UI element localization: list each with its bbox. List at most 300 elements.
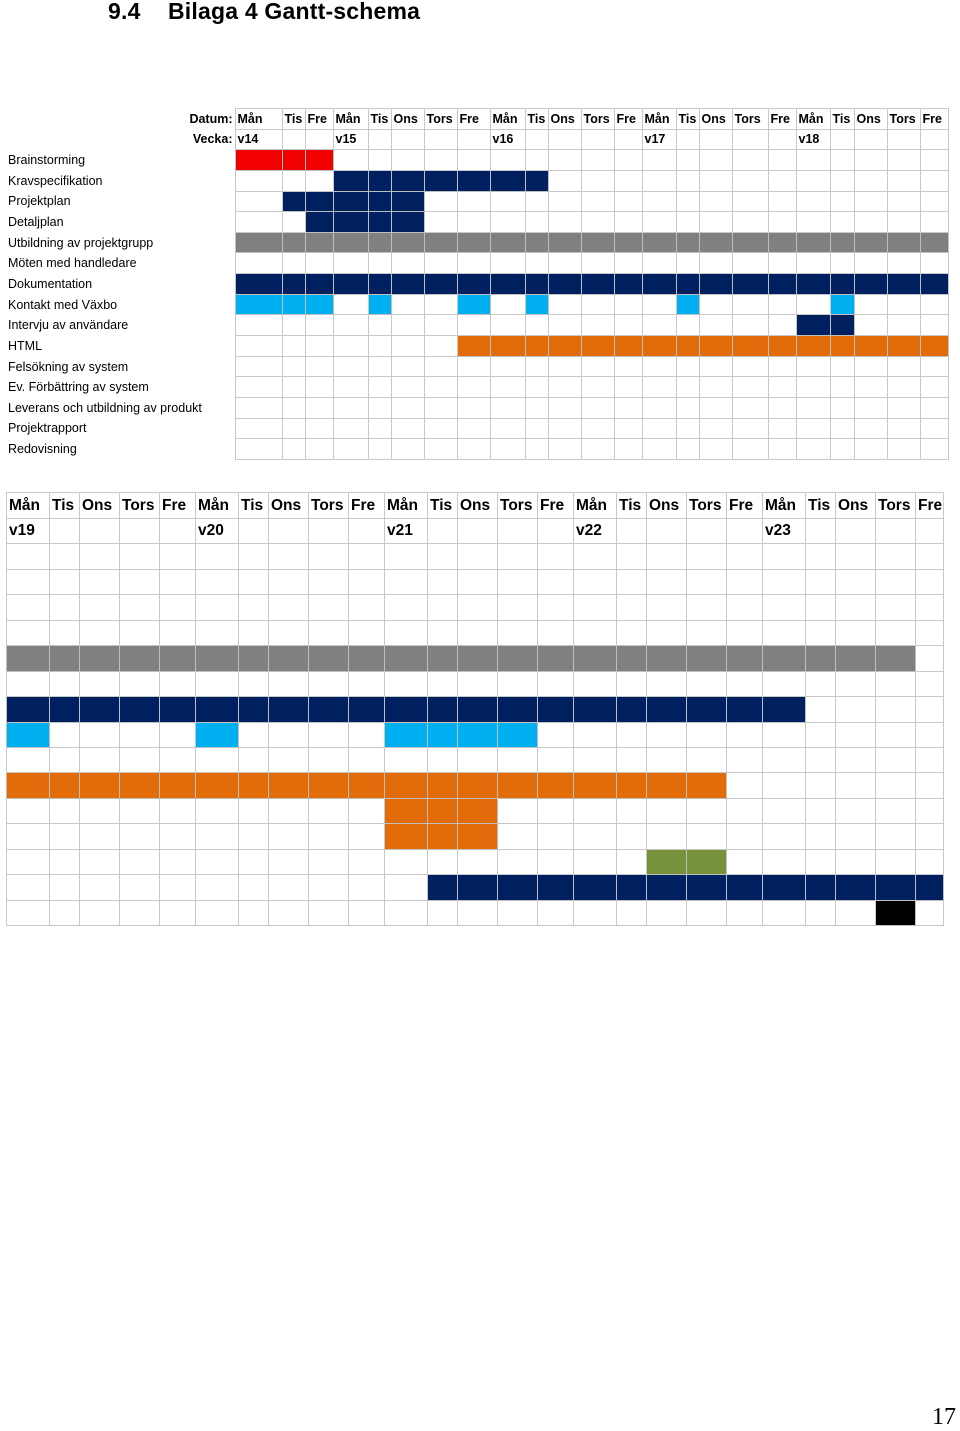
gantt-cell bbox=[424, 191, 457, 212]
gantt-cell bbox=[581, 212, 614, 233]
gantt-cell bbox=[368, 253, 391, 274]
gantt-cell bbox=[699, 170, 732, 191]
gantt-cell bbox=[490, 191, 525, 212]
gantt-cell bbox=[796, 377, 830, 398]
gantt-bar-cell bbox=[235, 150, 282, 171]
gantt-cell bbox=[525, 418, 548, 439]
gantt-bar-cell bbox=[614, 336, 642, 357]
gantt-cell bbox=[309, 722, 349, 747]
gantt-bar-cell bbox=[614, 232, 642, 253]
gantt-cell bbox=[269, 620, 309, 645]
gantt-cell bbox=[727, 747, 763, 772]
gantt-cell bbox=[391, 336, 424, 357]
gantt-bar-cell bbox=[424, 170, 457, 191]
gantt-bar-cell bbox=[574, 875, 617, 900]
week-label: v18 bbox=[796, 129, 830, 150]
day-header: Tis bbox=[428, 493, 458, 519]
gantt-cell bbox=[854, 418, 887, 439]
gantt-bar-cell bbox=[305, 150, 333, 171]
gantt-cell bbox=[836, 773, 876, 798]
gantt-cell bbox=[282, 439, 305, 460]
gantt-cell bbox=[160, 798, 196, 823]
gantt-cell bbox=[282, 170, 305, 191]
gantt-cell bbox=[548, 150, 581, 171]
task-name: Möten med handledare bbox=[8, 256, 137, 271]
task-row bbox=[7, 875, 944, 900]
gantt-cell bbox=[647, 722, 687, 747]
gantt-cell bbox=[385, 595, 428, 620]
gantt-cell bbox=[385, 747, 428, 772]
gantt-cell bbox=[574, 722, 617, 747]
gantt-cell bbox=[305, 170, 333, 191]
gantt-cell bbox=[235, 253, 282, 274]
week-cell bbox=[617, 519, 647, 544]
gantt-cell bbox=[647, 798, 687, 823]
gantt-cell bbox=[385, 671, 428, 696]
gantt-cell bbox=[235, 439, 282, 460]
gantt-cell bbox=[836, 747, 876, 772]
gantt-bar-cell bbox=[349, 646, 385, 671]
gantt-cell bbox=[391, 377, 424, 398]
gantt-cell bbox=[642, 294, 676, 315]
week-cell bbox=[457, 129, 490, 150]
gantt-cell bbox=[160, 620, 196, 645]
gantt-cell bbox=[676, 397, 699, 418]
gantt-cell bbox=[836, 595, 876, 620]
gantt-cell bbox=[235, 170, 282, 191]
day-header: Ons bbox=[548, 109, 581, 130]
gantt-cell bbox=[424, 377, 457, 398]
gantt-cell bbox=[647, 747, 687, 772]
task-row bbox=[6, 356, 948, 377]
gantt-cell bbox=[768, 377, 796, 398]
gantt-cell bbox=[50, 849, 80, 874]
gantt-cell bbox=[269, 900, 309, 925]
gantt-bar-cell bbox=[647, 875, 687, 900]
gantt-cell bbox=[269, 569, 309, 594]
gantt-cell bbox=[424, 315, 457, 336]
week-cell bbox=[727, 519, 763, 544]
day-header: Tis bbox=[617, 493, 647, 519]
gantt-cell bbox=[768, 439, 796, 460]
gantt-cell bbox=[309, 620, 349, 645]
gantt-cell bbox=[763, 849, 806, 874]
gantt-cell bbox=[830, 397, 854, 418]
gantt-cell bbox=[617, 544, 647, 569]
gantt-cell bbox=[830, 377, 854, 398]
gantt-cell bbox=[796, 150, 830, 171]
gantt-cell bbox=[385, 849, 428, 874]
week-cell bbox=[368, 129, 391, 150]
gantt-cell bbox=[887, 212, 920, 233]
gantt-cell bbox=[574, 671, 617, 696]
task-row bbox=[6, 212, 948, 233]
gantt-cell bbox=[699, 418, 732, 439]
gantt-cell bbox=[836, 544, 876, 569]
gantt-bar-cell bbox=[538, 697, 574, 722]
gantt-bar-cell bbox=[490, 232, 525, 253]
gantt-cell bbox=[617, 900, 647, 925]
gantt-bar-cell bbox=[727, 646, 763, 671]
gantt-cell bbox=[887, 356, 920, 377]
gantt-cell bbox=[458, 620, 498, 645]
gantt-cell bbox=[647, 569, 687, 594]
gantt-bar-cell bbox=[796, 274, 830, 295]
gantt-cell bbox=[349, 595, 385, 620]
gantt-cell bbox=[768, 170, 796, 191]
gantt-bar-cell bbox=[424, 274, 457, 295]
gantt-cell bbox=[7, 671, 50, 696]
gantt-bar-cell bbox=[647, 773, 687, 798]
day-header: Fre bbox=[349, 493, 385, 519]
gantt-cell bbox=[80, 824, 120, 849]
gantt-cell bbox=[687, 569, 727, 594]
gantt-cell bbox=[349, 722, 385, 747]
gantt-cell bbox=[490, 439, 525, 460]
week-header-row bbox=[6, 129, 948, 150]
gantt-cell bbox=[887, 397, 920, 418]
gantt-cell bbox=[916, 849, 944, 874]
gantt-bar-cell bbox=[458, 697, 498, 722]
day-header: Tors bbox=[732, 109, 768, 130]
day-header: Ons bbox=[699, 109, 732, 130]
gantt-cell bbox=[498, 747, 538, 772]
gantt-cell bbox=[574, 569, 617, 594]
gantt-bar-cell bbox=[498, 646, 538, 671]
gantt-cell bbox=[120, 595, 160, 620]
week-cell bbox=[687, 519, 727, 544]
gantt-cell bbox=[854, 377, 887, 398]
gantt-cell bbox=[876, 849, 916, 874]
gantt-cell bbox=[548, 439, 581, 460]
gantt-cell bbox=[309, 671, 349, 696]
gantt-cell bbox=[490, 315, 525, 336]
gantt-bar-cell bbox=[574, 646, 617, 671]
gantt-cell bbox=[916, 697, 944, 722]
task-row bbox=[6, 418, 948, 439]
task-name: Intervju av användare bbox=[8, 318, 129, 333]
gantt-cell bbox=[269, 824, 309, 849]
week-cell bbox=[269, 519, 309, 544]
gantt-cell bbox=[458, 900, 498, 925]
gantt-bar-cell bbox=[120, 773, 160, 798]
gantt-bar-cell bbox=[368, 191, 391, 212]
gantt-bar-cell bbox=[647, 646, 687, 671]
gantt-cell bbox=[699, 294, 732, 315]
gantt-cell bbox=[687, 824, 727, 849]
gantt-cell bbox=[525, 377, 548, 398]
gantt-cell bbox=[642, 377, 676, 398]
gantt-cell bbox=[574, 544, 617, 569]
task-name: Detaljplan bbox=[8, 215, 64, 230]
gantt-bar-cell bbox=[538, 773, 574, 798]
gantt-cell bbox=[333, 294, 368, 315]
gantt-cell bbox=[548, 212, 581, 233]
day-header: Fre bbox=[614, 109, 642, 130]
gantt-cell bbox=[614, 212, 642, 233]
gantt-cell bbox=[876, 544, 916, 569]
gantt-bar-cell bbox=[368, 170, 391, 191]
gantt-cell bbox=[160, 900, 196, 925]
gantt-cell bbox=[424, 418, 457, 439]
gantt-bar-cell bbox=[806, 875, 836, 900]
gantt-cell bbox=[196, 671, 239, 696]
gantt-cell bbox=[305, 397, 333, 418]
gantt-cell bbox=[498, 569, 538, 594]
day-header: Fre bbox=[916, 493, 944, 519]
gantt-cell bbox=[50, 900, 80, 925]
gantt-cell bbox=[424, 253, 457, 274]
gantt-cell bbox=[806, 595, 836, 620]
gantt-cell bbox=[920, 212, 948, 233]
gantt-cell bbox=[498, 849, 538, 874]
gantt-cell bbox=[732, 397, 768, 418]
gantt-cell bbox=[916, 620, 944, 645]
gantt-cell bbox=[830, 356, 854, 377]
gantt-bar-cell bbox=[391, 170, 424, 191]
gantt-bar-cell bbox=[428, 824, 458, 849]
date-header-row bbox=[7, 493, 944, 519]
gantt-bar-cell bbox=[7, 697, 50, 722]
gantt-cell bbox=[763, 569, 806, 594]
gantt-cell bbox=[806, 544, 836, 569]
task-row bbox=[6, 253, 948, 274]
gantt-cell bbox=[309, 875, 349, 900]
gantt-cell bbox=[282, 356, 305, 377]
gantt-cell bbox=[806, 824, 836, 849]
gantt-bar-cell bbox=[581, 232, 614, 253]
gantt-cell bbox=[581, 356, 614, 377]
gantt-cell bbox=[836, 620, 876, 645]
gantt-cell bbox=[428, 671, 458, 696]
gantt-cell bbox=[836, 824, 876, 849]
gantt-bar-cell bbox=[548, 274, 581, 295]
day-header: Ons bbox=[80, 493, 120, 519]
day-header: Tors bbox=[120, 493, 160, 519]
gantt-cell bbox=[309, 569, 349, 594]
gantt-cell bbox=[727, 595, 763, 620]
gantt-bar-cell bbox=[581, 274, 614, 295]
gantt-cell bbox=[887, 191, 920, 212]
gantt-cell bbox=[385, 900, 428, 925]
gantt-cell bbox=[699, 439, 732, 460]
task-row bbox=[7, 595, 944, 620]
gantt-cell bbox=[732, 439, 768, 460]
gantt-bar-cell bbox=[391, 191, 424, 212]
gantt-bar-cell bbox=[498, 875, 538, 900]
gantt-bar-cell bbox=[160, 697, 196, 722]
gantt-cell bbox=[349, 671, 385, 696]
day-header: Ons bbox=[269, 493, 309, 519]
gantt-cell bbox=[80, 544, 120, 569]
gantt-cell bbox=[617, 798, 647, 823]
day-header: Tors bbox=[581, 109, 614, 130]
gantt-cell bbox=[282, 212, 305, 233]
day-header: Ons bbox=[854, 109, 887, 130]
gantt-bar-cell bbox=[876, 646, 916, 671]
gantt-cell bbox=[768, 212, 796, 233]
gantt-bar-cell bbox=[160, 646, 196, 671]
gantt-cell bbox=[806, 849, 836, 874]
gantt-cell bbox=[876, 798, 916, 823]
week-cell bbox=[120, 519, 160, 544]
week-cell bbox=[732, 129, 768, 150]
gantt-cell bbox=[763, 798, 806, 823]
task-row bbox=[7, 849, 944, 874]
gantt-cell bbox=[548, 294, 581, 315]
gantt-cell bbox=[498, 620, 538, 645]
gantt-bar-cell bbox=[428, 798, 458, 823]
gantt-bar-cell bbox=[676, 274, 699, 295]
gantt-cell bbox=[309, 849, 349, 874]
gantt-bar-cell bbox=[333, 274, 368, 295]
gantt-cell bbox=[727, 722, 763, 747]
week-cell bbox=[309, 519, 349, 544]
gantt-cell bbox=[887, 294, 920, 315]
gantt-cell bbox=[349, 798, 385, 823]
gantt-cell bbox=[305, 356, 333, 377]
gantt-cell bbox=[876, 671, 916, 696]
gantt-cell bbox=[160, 747, 196, 772]
gantt-cell bbox=[50, 747, 80, 772]
gantt-cell bbox=[50, 620, 80, 645]
gantt-cell bbox=[269, 671, 309, 696]
gantt-bar-cell bbox=[574, 697, 617, 722]
gantt-cell bbox=[768, 356, 796, 377]
gantt-cell bbox=[235, 336, 282, 357]
gantt-cell bbox=[614, 315, 642, 336]
gantt-cell bbox=[548, 356, 581, 377]
day-header: Tis bbox=[806, 493, 836, 519]
gantt-cell bbox=[581, 439, 614, 460]
gantt-cell bbox=[796, 397, 830, 418]
gantt-cell bbox=[196, 875, 239, 900]
day-header: Mån bbox=[763, 493, 806, 519]
gantt-cell bbox=[458, 747, 498, 772]
day-header: Mån bbox=[574, 493, 617, 519]
gantt-cell bbox=[269, 875, 309, 900]
gantt-cell bbox=[80, 671, 120, 696]
gantt-cell bbox=[768, 294, 796, 315]
gantt-cell bbox=[614, 191, 642, 212]
gantt-cell bbox=[676, 150, 699, 171]
gantt-cell bbox=[699, 253, 732, 274]
gantt-cell bbox=[920, 170, 948, 191]
gantt-cell bbox=[239, 722, 269, 747]
gantt-bar-cell bbox=[349, 773, 385, 798]
gantt-cell bbox=[7, 900, 50, 925]
task-row bbox=[7, 798, 944, 823]
week-cell bbox=[768, 129, 796, 150]
gantt-cell bbox=[120, 798, 160, 823]
vecka-label: Vecka: bbox=[192, 132, 233, 147]
gantt-cell bbox=[80, 900, 120, 925]
gantt-cell bbox=[727, 671, 763, 696]
gantt-bar-cell bbox=[687, 646, 727, 671]
gantt-cell bbox=[727, 900, 763, 925]
week-cell bbox=[428, 519, 458, 544]
gantt-bar-cell bbox=[732, 274, 768, 295]
gantt-bar-cell bbox=[391, 274, 424, 295]
gantt-cell bbox=[830, 212, 854, 233]
gantt-cell bbox=[642, 356, 676, 377]
gantt-bar-cell bbox=[687, 697, 727, 722]
gantt-cell bbox=[887, 253, 920, 274]
gantt-cell bbox=[830, 170, 854, 191]
gantt-cell bbox=[854, 191, 887, 212]
week-cell bbox=[916, 519, 944, 544]
gantt-cell bbox=[333, 315, 368, 336]
gantt-cell bbox=[687, 620, 727, 645]
gantt-cell bbox=[239, 900, 269, 925]
gantt-cell bbox=[916, 824, 944, 849]
gantt-bar-cell bbox=[768, 336, 796, 357]
gantt-bar-cell bbox=[235, 274, 282, 295]
gantt-cell bbox=[538, 544, 574, 569]
gantt-bar-cell bbox=[458, 798, 498, 823]
gantt-bar-cell bbox=[349, 697, 385, 722]
gantt-cell bbox=[80, 722, 120, 747]
gantt-cell bbox=[617, 824, 647, 849]
gantt-bar-cell bbox=[50, 697, 80, 722]
task-row bbox=[6, 232, 948, 253]
task-row bbox=[6, 274, 948, 295]
gantt-cell bbox=[614, 439, 642, 460]
gantt-cell bbox=[916, 646, 944, 671]
gantt-bar-cell bbox=[830, 315, 854, 336]
gantt-cell bbox=[727, 798, 763, 823]
gantt-cell bbox=[920, 294, 948, 315]
gantt-bar-cell bbox=[80, 697, 120, 722]
gantt-cell bbox=[305, 315, 333, 336]
gantt-cell bbox=[120, 671, 160, 696]
gantt-cell bbox=[120, 569, 160, 594]
gantt-cell bbox=[458, 671, 498, 696]
gantt-cell bbox=[581, 315, 614, 336]
gantt-bar-cell bbox=[887, 336, 920, 357]
gantt-cell bbox=[806, 620, 836, 645]
week-cell bbox=[676, 129, 699, 150]
gantt-cell bbox=[7, 569, 50, 594]
gantt-cell bbox=[385, 875, 428, 900]
task-row bbox=[6, 170, 948, 191]
gantt-bar-cell bbox=[854, 232, 887, 253]
week-label: v22 bbox=[574, 519, 617, 544]
task-row bbox=[7, 697, 944, 722]
gantt-cell bbox=[490, 150, 525, 171]
gantt-cell bbox=[617, 620, 647, 645]
datum-label: Datum: bbox=[189, 111, 233, 126]
gantt-cell bbox=[160, 875, 196, 900]
gantt-cell bbox=[428, 747, 458, 772]
gantt-cell bbox=[676, 439, 699, 460]
gantt-bar-cell bbox=[424, 232, 457, 253]
gantt-bar-cell bbox=[7, 773, 50, 798]
gantt-cell bbox=[385, 620, 428, 645]
gantt-cell bbox=[830, 150, 854, 171]
gantt-bar-cell bbox=[120, 646, 160, 671]
task-row bbox=[7, 900, 944, 925]
gantt-cell bbox=[368, 377, 391, 398]
task-row bbox=[7, 773, 944, 798]
gantt-cell bbox=[796, 170, 830, 191]
gantt-cell bbox=[424, 336, 457, 357]
gantt-cell bbox=[732, 418, 768, 439]
gantt-cell bbox=[614, 397, 642, 418]
gantt-bar-cell bbox=[699, 336, 732, 357]
gantt-cell bbox=[642, 170, 676, 191]
week-cell bbox=[80, 519, 120, 544]
